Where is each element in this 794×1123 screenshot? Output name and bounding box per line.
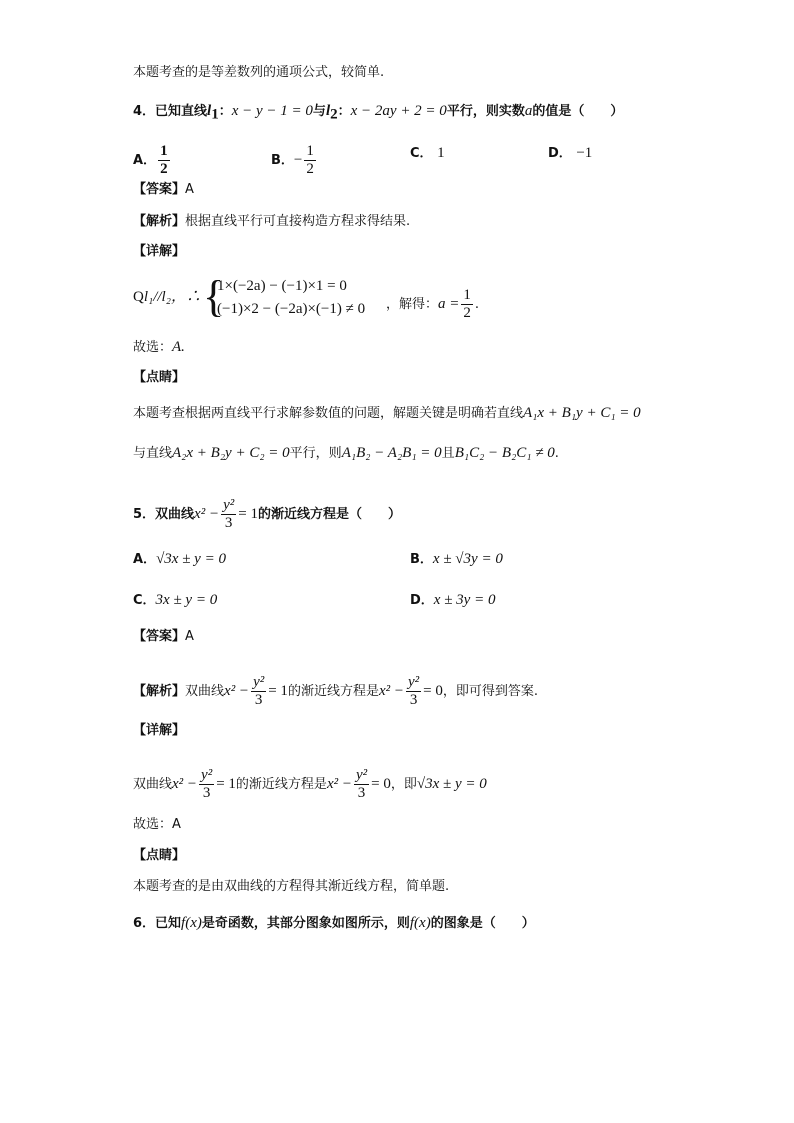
q4-comment-cond-2: B₁C₂ − B₂C₁ ≠ 0 xyxy=(454,445,555,461)
q4-comment-eq-2: A₂x + B₂y + C₂ = 0 xyxy=(172,445,290,461)
q4-detail-parallel: l₁//l₂，∴ xyxy=(143,289,201,305)
q4-select xyxy=(133,337,185,358)
q4-a-eq: a = xyxy=(438,296,460,312)
q5-detail-tag: 【详解】 xyxy=(133,723,186,738)
question-5-stem xyxy=(133,497,401,532)
q4-a-var: a xyxy=(524,103,533,119)
q4-option-d-label: D． xyxy=(548,146,572,161)
q4-l2-name: l xyxy=(325,103,331,119)
q5-option-a: A．√3x ± y = 0 xyxy=(133,551,226,567)
q5-select: 故选：A xyxy=(133,817,181,832)
system-brace: { xyxy=(203,272,225,321)
q4-l1-sub: 1 xyxy=(211,106,219,123)
q4-detail-lead xyxy=(133,287,201,307)
q5-comment-tag: 【点睛】 xyxy=(133,848,186,863)
q5-comment-text: 本题考查的是由双曲线的方程得其渐近线方程，简单题. xyxy=(133,879,450,894)
q4-select-value: A. xyxy=(172,339,185,355)
q4-option-a-fraction: $\frac{1}{2}$ xyxy=(160,143,168,177)
q4-colon2: ： xyxy=(337,104,351,119)
q4-option-b-sign: − xyxy=(293,152,303,168)
q4-comment-eq-1: A₁x + B₁y + C₁ = 0 xyxy=(523,405,641,421)
q5-eq-x2: x² − xyxy=(194,506,220,522)
q5-answer-value: A xyxy=(185,629,194,644)
q4-prefix: 4．已知直线 xyxy=(133,104,208,119)
q5-eq-fraction: $\frac{\text{y²}}{3}$ xyxy=(223,497,235,531)
q5-eq-rhs: = 1 xyxy=(238,506,258,522)
q4-system-line-1: 1×(−2a) − (−1)×1 = 0 xyxy=(217,278,347,294)
q4-option-d-value: −1 xyxy=(576,145,593,161)
q5-analysis-fraction-1: $\frac{\text{y²}}{3}$ xyxy=(253,674,265,708)
q5-option-a-value: √3x ± y = 0 xyxy=(156,551,226,567)
q4-answer xyxy=(133,180,194,200)
q4-comment-tag: 【点睛】 xyxy=(133,370,186,385)
q5-option-d: D．x ± 3y = 0 xyxy=(410,592,496,608)
q4-option-a-label: A． xyxy=(133,153,157,168)
q4-analysis xyxy=(133,212,410,232)
q5-analysis-fraction-2: $\frac{\text{y²}}{3}$ xyxy=(407,674,420,708)
q4-analysis-text: 根据直线平行可直接构造方程求得结果. xyxy=(185,214,411,229)
q4-solve-text: ，解得： xyxy=(386,297,439,312)
q4-comment-line-1: 本题考查根据两直线平行求解参数值的问题，解题关键是明确若直线A₁x + B₁y + C₁ = 0 xyxy=(133,405,641,421)
q4-and: 与 xyxy=(312,104,326,119)
question-6-stem: 6．已知f(x)是奇函数，其部分图象如图所示，则f(x)的图象是（ ） xyxy=(133,915,535,931)
q4-l1-name: l xyxy=(207,103,212,119)
q4-period: . xyxy=(474,297,480,312)
q4-option-b xyxy=(271,143,318,178)
answer-tag: 【答案】 xyxy=(133,182,186,197)
q5-detail: 双曲线x² − $\frac{\text{y²}}{3}$ = 1的渐近线方程是x² − $\frac{\text{y²}}{3}$ = 0，即√3x ± y = 0 xyxy=(133,767,487,801)
q4-l1-eq: x − y − 1 = 0 xyxy=(231,103,313,119)
intro-remark: 本题考查的是等差数列的通项公式，较简单. xyxy=(133,65,385,80)
q5-detail-fraction-1: $\frac{\text{y²}}{3}$ xyxy=(201,767,213,801)
q4-comment-cond-1: A₁B₂ − A₂B₁ = 0 xyxy=(341,445,442,461)
q4-option-a xyxy=(133,143,172,178)
q5-detail-result: √3x ± y = 0 xyxy=(416,776,487,792)
q4-select-text: 故选： xyxy=(133,340,173,355)
q5-option-b: B．x ± √3y = 0 xyxy=(410,551,503,567)
q5-analysis: 【解析】双曲线x² − $\frac{\text{y²}}{3}$ = 1的渐近线方程是x² − $\frac{\text{y²}}{3}$ = 0，即可得到答案. xyxy=(133,674,538,708)
q5-detail-fraction-2: $\frac{\text{y²}}{3}$ xyxy=(355,767,368,801)
q4-answer-value: A xyxy=(185,182,194,197)
q4-detail-tag: 【详解】 xyxy=(133,244,186,259)
q6-fx-2: f(x) xyxy=(409,915,431,931)
q4-option-c-value: 1 xyxy=(437,145,445,161)
analysis-tag: 【解析】 xyxy=(133,214,186,229)
q5-option-c: C．3x ± y = 0 xyxy=(133,592,218,608)
q4-option-c-label: C． xyxy=(410,146,433,161)
q4-comment-line-2: 与直线A₂x + B₂y + C₂ = 0平行，则A₁B₂ − A₂B₁ = 0且B₁C₂ − B₂C₁ ≠ 0. xyxy=(133,445,559,461)
q5-option-c-value: 3x ± y = 0 xyxy=(155,592,218,608)
q4-option-c xyxy=(410,143,445,164)
q4-option-b-label: B． xyxy=(271,153,294,168)
q4-suffix2: 的值是（ ） xyxy=(532,104,624,119)
q5-suffix: 的渐近线方程是（ ） xyxy=(257,507,401,522)
q4-colon1: ： xyxy=(218,104,232,119)
q4-l2-sub: 2 xyxy=(330,106,338,123)
q4-suffix1: 平行，则实数 xyxy=(446,104,525,119)
q5-answer: 【答案】A xyxy=(133,629,194,644)
question-4-stem xyxy=(133,101,623,125)
q5-prefix: 5．双曲线 xyxy=(133,507,195,522)
q5-option-b-value: x ± √3y = 0 xyxy=(432,551,503,567)
q4-a-fraction: $\frac{1}{2}$ xyxy=(463,287,471,321)
q4-detail-prefix: Q xyxy=(133,289,144,305)
q4-solve xyxy=(386,287,479,322)
q4-option-d xyxy=(548,143,592,164)
q5-option-d-value: x ± 3y = 0 xyxy=(433,592,496,608)
q4-system-line-2: (−1)×2 − (−2a)×(−1) ≠ 0 xyxy=(217,301,366,317)
q4-option-b-fraction: $\frac{1}{2}$ xyxy=(306,143,314,177)
q4-l2-eq: x − 2ay + 2 = 0 xyxy=(350,103,447,119)
q6-fx-1: f(x) xyxy=(181,915,202,931)
